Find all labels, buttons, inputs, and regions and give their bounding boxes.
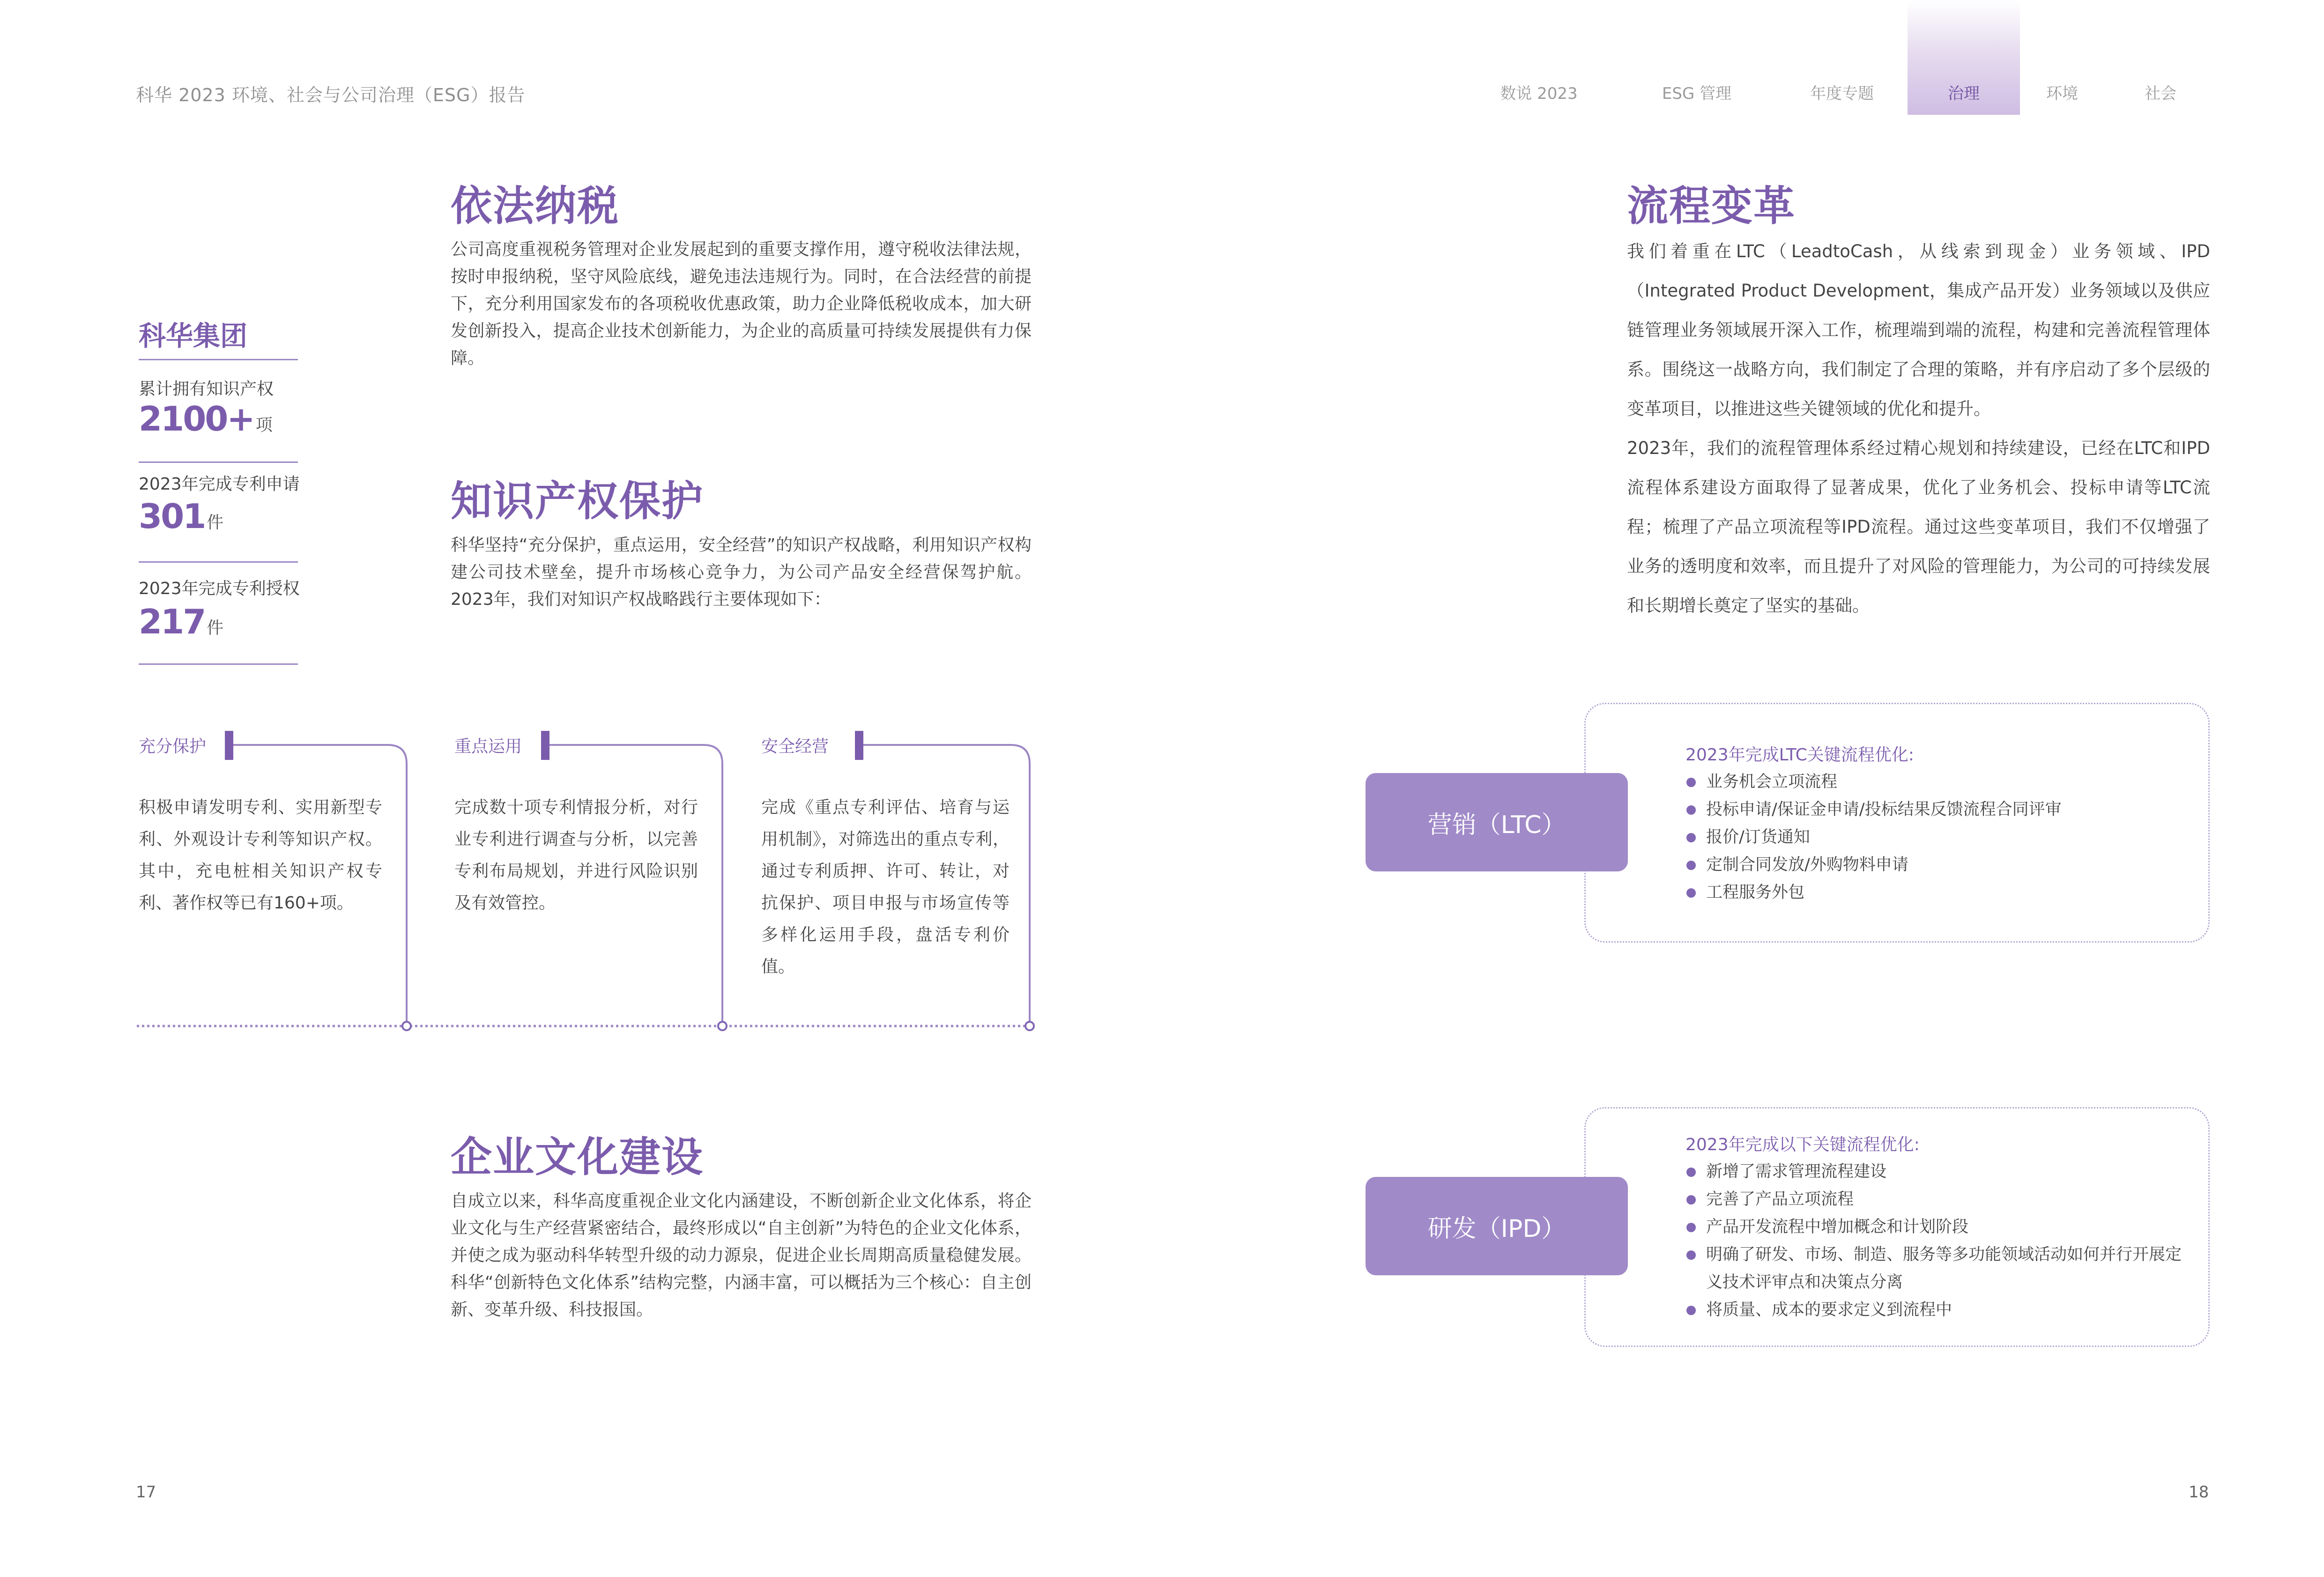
ltc-process-list [1685, 768, 2196, 907]
list-item: 报价/订货通知 [1685, 824, 2196, 851]
page-number-right: 18 [2189, 1483, 2209, 1502]
ip-column-text-protection: 积极申请发明专利、实用新型专利、外观设计专利等知识产权。其中，充电桩相关知识产权专利、著作权等已有160+项。 [139, 798, 382, 913]
ip-column-head-utilization: 重点运用 [454, 737, 522, 756]
ip-column-text-security: 完成《重点专利评估、培育与运用机制》，对筛选出的重点专利，通过专利质押、许可、转让，对抗保护、项目申报与市场宣传等多样化运用手段，盘活专利价值。 [761, 798, 1010, 976]
stats-divider [139, 461, 298, 463]
nav-item-governance[interactable]: 治理 [1948, 84, 1980, 103]
process-text-para2: 2023年，我们的流程管理体系经过精心规划和持续建设，已经在LTC和IPD流程体系建设方面取得了显著成果，优化了业务机会、投标申请等LTC流程；梳理了产品立项流程等IPD流程。通过这些变革项目，我们不仅增强了业务的透明度和效率，而且提升了对风险的管理能力，为公司的可持续发展和长期增长奠定了坚实的基础。 [1627, 438, 2210, 616]
list-item: 将质量、成本的要求定义到流程中 [1685, 1296, 2196, 1324]
tax-text: 公司高度重视税务管理对企业发展起到的重要支撑作用，遵守税收法律法规，按时申报纳税，坚守风险底线，避免违法违规行为。同时，在合法经营的前提下，充分利用国家发布的各项税收优惠政策，助力企业降低税收成本，加大研发创新投入，提高企业技术创新能力，为企业的高质量可持续发展提供有力保障。 [451, 240, 1032, 368]
ip-text: 科华坚持“充分保护，重点运用，安全经营”的知识产权战略，利用知识产权构建公司技术壁垒，提升市场核心竞争力，为公司产品安全经营保驾护航。2023年，我们对知识产权战略践行主要体现如下： [451, 536, 1032, 609]
nav-item-society[interactable]: 社会 [2145, 84, 2176, 103]
ip-column-text-utilization: 完成数十项专利情报分析，对行业专利进行调查与分析，以完善专利布局规划，并进行风险识别及有效管控。 [454, 798, 698, 913]
list-item: 新增了需求管理流程建设 [1685, 1158, 2196, 1186]
nav-item-environment[interactable]: 环境 [2046, 84, 2078, 103]
stat-label-ip-total: 累计拥有知识产权 [139, 379, 274, 399]
stats-title: 科华集团 [139, 320, 248, 352]
stat-label-patent-grants: 2023年完成专利授权 [139, 579, 300, 598]
report-title: 科华 2023 环境、社会与公司治理（ESG）报告 [136, 85, 526, 105]
ipd-process-list [1685, 1158, 2196, 1324]
page-number-left: 17 [136, 1483, 156, 1502]
ip-column-head-security: 安全经营 [761, 737, 829, 756]
stats-divider [139, 561, 298, 563]
list-item: 定制合同发放/外购物料申请 [1685, 851, 2196, 879]
list-item: 工程服务外包 [1685, 879, 2196, 907]
list-item: 完善了产品立项流程 [1685, 1186, 2196, 1213]
process-text-para1: 我们着重在LTC（LeadtoCash，从线索到现金）业务领域、IPD（Integrated Product Development，集成产品开发）业务领域以及供应链管理业务领域展开深入工作，梳理端到端的流程，构建和完善流程管理体系。围绕这一战略方向，我们制定了合理的策略，并有序启动了多个层级的变革项目，以推进这些关键领域的优化和提升。 [1627, 241, 2210, 419]
nav-item-annual-topic[interactable]: 年度专题 [1810, 84, 1874, 103]
stats-divider [139, 359, 298, 360]
stat-value-patent-applications: 301 件 [139, 497, 224, 536]
ip-title: 知识产权保护 [451, 477, 704, 525]
ltc-panel-heading: 2023年完成LTC关键流程优化: [1685, 745, 1914, 765]
list-item: 投标申请/保证金申请/投标结果反馈流程合同评审 [1685, 796, 2196, 824]
culture-text: 自成立以来，科华高度重视企业文化内涵建设，不断创新企业文化体系，将企业文化与生产经营紧密结合，最终形成以“自主创新”为特色的企业文化体系，并使之成为驱动科华转型升级的动力源泉，促进企业长周期高质量稳健发展。科华“创新特色文化体系”结构完整，内涵丰富，可以概括为三个核心：自主创新、变革升级、科技报国。 [451, 1191, 1032, 1319]
stat-label-patent-applications: 2023年完成专利申请 [139, 475, 300, 494]
nav-item-data-2023[interactable]: 数说 2023 [1500, 84, 1578, 103]
tax-title: 依法纳税 [451, 182, 620, 230]
culture-title: 企业文化建设 [451, 1133, 704, 1181]
stat-value-ip-total: 2100+ 项 [139, 399, 273, 439]
ipd-tag: 研发（IPD） [1366, 1177, 1628, 1275]
list-item: 明确了研发、市场、制造、服务等多功能领域活动如何并行开展定义技术评审点和决策点分离 [1685, 1241, 2196, 1296]
process-title: 流程变革 [1627, 182, 1796, 230]
ipd-panel-heading: 2023年完成以下关键流程优化: [1685, 1135, 1920, 1154]
ltc-tag: 营销（LTC） [1366, 773, 1628, 871]
stat-value-patent-grants: 217 件 [139, 602, 224, 641]
ip-column-head-protection: 充分保护 [139, 737, 207, 756]
list-item: 产品开发流程中增加概念和计划阶段 [1685, 1213, 2196, 1241]
list-item: 业务机会立项流程 [1685, 768, 2196, 796]
nav-item-esg-management[interactable]: ESG 管理 [1662, 84, 1732, 103]
stats-divider [139, 663, 298, 665]
